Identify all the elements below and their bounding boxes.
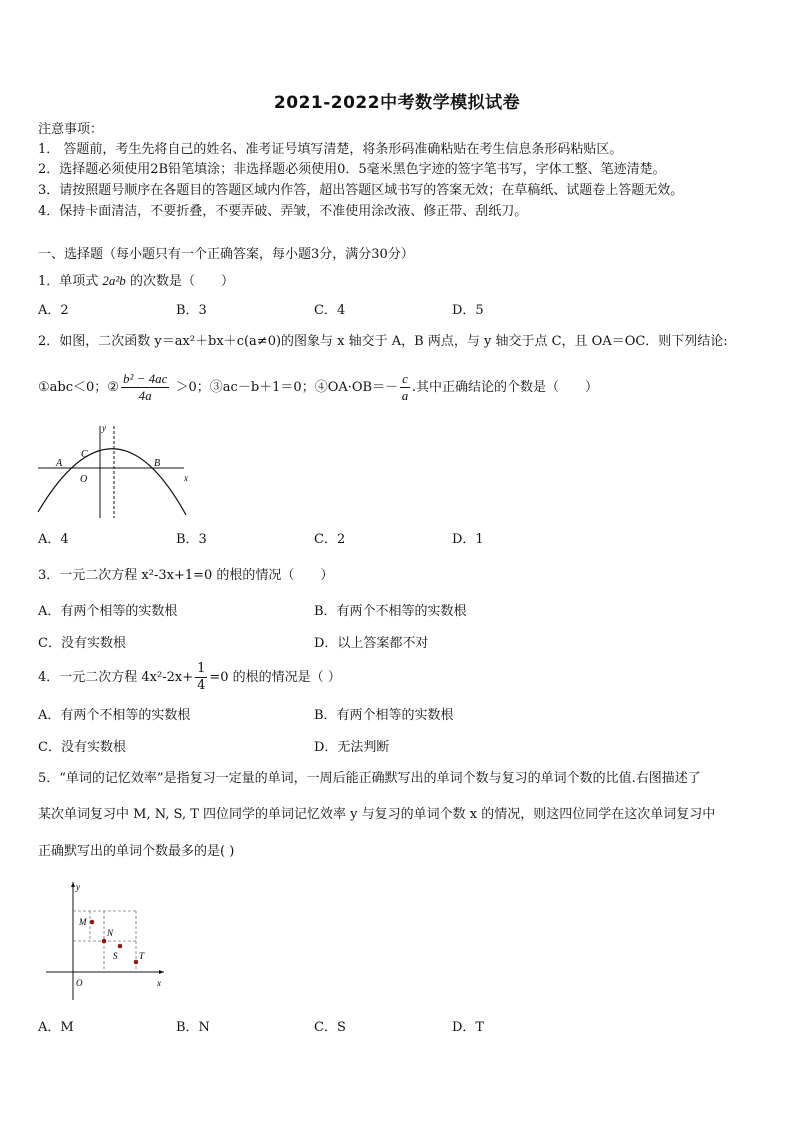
question-1-option-d[interactable]: D．5: [452, 303, 484, 318]
question-5-option-d[interactable]: D．T: [452, 1020, 485, 1035]
fraction-numerator: b² − 4ac: [122, 371, 168, 386]
question-5-efficiency-figure: [40, 876, 170, 1004]
fraction-b2-4ac-over-4a: [121, 371, 169, 404]
question-2-option-a[interactable]: A．4: [38, 532, 69, 547]
question-2-conclusion-text-2: ＞0；③ac－b＋1＝0；④OA·OB＝－: [171, 380, 399, 395]
fraction-numerator: c: [402, 371, 408, 386]
question-5-option-a[interactable]: A．M: [38, 1020, 74, 1035]
fraction-denominator: a: [401, 388, 409, 403]
question-2-option-b[interactable]: B．3: [176, 532, 207, 547]
y-axis-label: y: [76, 882, 80, 892]
question-4-option-d[interactable]: D．无法判断: [314, 740, 390, 755]
x-axis-label: x: [157, 978, 161, 988]
question-1-option-b[interactable]: B．3: [176, 303, 207, 318]
question-2-conclusions: [38, 370, 598, 406]
fraction-c-over-a: [400, 371, 410, 404]
question-5-stem-line-2: 某次单词复习中 M, N, S, T 四位同学的单词记忆效率 y 与复习的单词个数 x 的情况，则这四位同学在这次单词复习中: [38, 807, 716, 822]
fraction-numerator: 1: [197, 661, 206, 676]
notice-item-2: 2．选择题必须使用2B铅笔填涂；非选择题必须使用0．5毫米黑色字迹的签字笔书写，字体工整、笔迹清楚。: [38, 162, 666, 177]
question-4-option-a[interactable]: A．有两个不相等的实数根: [38, 708, 191, 723]
question-2-option-d[interactable]: D．1: [452, 532, 484, 547]
page-title: 2021-2022中考数学模拟试卷: [273, 93, 521, 113]
question-3-stem: 3．一元二次方程 x²-3x+1=0 的根的情况（ ）: [38, 568, 334, 583]
point-m-label: M: [79, 917, 87, 927]
question-5-option-c[interactable]: C．S: [314, 1020, 346, 1035]
origin-label: O: [80, 474, 88, 485]
question-2-parabola-figure: [36, 420, 196, 520]
notice-heading: 注意事项：: [38, 122, 104, 137]
x-axis-arrow: [159, 970, 164, 974]
question-4-option-b[interactable]: B．有两个相等的实数根: [314, 708, 454, 723]
point-t: [134, 960, 139, 965]
y-axis-arrow: [71, 882, 75, 887]
question-1-option-a[interactable]: A．2: [38, 303, 69, 318]
point-b-label: B: [154, 458, 161, 469]
point-s-label: S: [113, 951, 118, 961]
fraction-denominator: 4: [197, 678, 206, 693]
question-4-text-pre: 4．一元二次方程 4x²-2x+: [38, 670, 194, 685]
question-1-option-c[interactable]: C．4: [314, 303, 346, 318]
y-axis-label: y: [102, 423, 106, 433]
point-c-label: C: [81, 449, 88, 460]
question-3-option-d[interactable]: D．以上答案都不对: [314, 636, 429, 651]
notice-item-1: 1． 答题前，考生先将自己的姓名、准考证号填写清楚，将条形码准确粘贴在考生信息条形码粘贴区。: [38, 142, 623, 157]
question-4-option-c[interactable]: C．没有实数根: [38, 740, 126, 755]
question-4-stem: [38, 660, 341, 696]
question-5-option-b[interactable]: B．N: [176, 1020, 210, 1035]
origin-label: O: [76, 978, 83, 988]
point-a-label: A: [56, 458, 63, 469]
question-1-text-pre: 1．单项式: [38, 274, 103, 289]
question-5-stem-line-1: 5．“单词的记忆效率”是指复习一定量的单词，一周后能正确默写出的单词个数与复习的单词个数的比值.右图描述了: [38, 771, 701, 786]
question-1-text-post: 的次数是（ ）: [125, 274, 234, 289]
section-heading: 一、选择题（每小题只有一个正确答案，每小题3分，满分30分）: [38, 247, 414, 262]
question-2-option-c[interactable]: C．2: [314, 532, 346, 547]
question-3-option-b[interactable]: B．有两个不相等的实数根: [314, 604, 467, 619]
question-3-option-a[interactable]: A．有两个相等的实数根: [38, 604, 178, 619]
point-s: [118, 944, 123, 949]
fraction-one-quarter: [195, 661, 207, 694]
question-5-stem-line-3: 正确默写出的单词个数最多的是( ): [38, 844, 235, 859]
point-n: [102, 939, 107, 944]
question-2-conclusion-text-3: .其中正确结论的个数是（ ）: [411, 380, 599, 395]
fraction-denominator: 4a: [138, 388, 152, 403]
question-2-conclusion-text-1: ①abc＜0；②: [38, 380, 119, 395]
notice-item-3: 3．请按照题号顺序在各题目的答题区域内作答，超出答题区域书写的答案无效；在草稿纸、试题卷上答题无效。: [38, 183, 684, 198]
question-4-text-post: =0 的根的情况是（ ）: [209, 670, 341, 685]
x-axis-label: x: [184, 473, 188, 483]
point-n-label: N: [107, 928, 114, 938]
point-t-label: T: [139, 951, 145, 961]
question-1-stem: [38, 271, 234, 292]
notice-item-4: 4．保持卡面清洁，不要折叠，不要弄破、弄皱，不准使用涂改液、修正带、刮纸刀。: [38, 204, 528, 219]
question-1-expression: 2a²b: [102, 273, 126, 288]
question-3-option-c[interactable]: C．没有实数根: [38, 636, 126, 651]
question-2-stem: 2．如图，二次函数 y＝ax²＋bx＋c(a≠0)的图象与 x 轴交于 A，B 两点，与 y 轴交于点 C，且 OA＝OC．则下列结论:: [38, 334, 728, 349]
point-m: [90, 920, 95, 925]
